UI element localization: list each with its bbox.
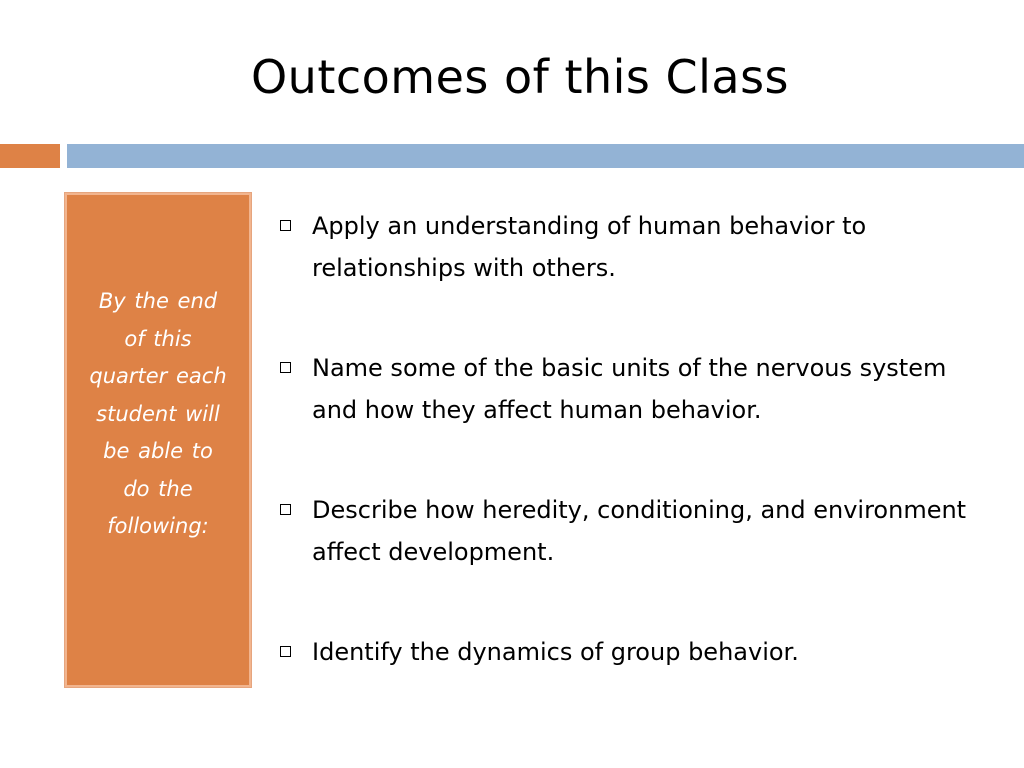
outcome-item — [280, 631, 980, 673]
outcome-item — [280, 489, 980, 573]
hollow-square-bullet-icon — [280, 646, 291, 657]
title-rule-accent — [0, 144, 60, 168]
outcome-text: Apply an understanding of human behavior to relationships with others. — [312, 212, 867, 282]
outcome-text: Identify the dynamics of group behavior. — [312, 638, 799, 666]
hollow-square-bullet-icon — [280, 220, 291, 231]
sidebar-callout-text: By the end of this quarter each student will be able to do the following: — [89, 289, 227, 538]
outcome-text: Name some of the basic units of the nervous system and how they affect human behavior. — [312, 354, 947, 424]
title-rule — [67, 144, 1024, 168]
outcomes-list — [280, 205, 980, 731]
hollow-square-bullet-icon — [280, 504, 291, 515]
outcome-item — [280, 347, 980, 431]
sidebar-callout — [65, 193, 251, 687]
slide-title: Outcomes of this Class — [250, 50, 790, 104]
outcome-item — [280, 205, 980, 289]
outcome-text: Describe how heredity, conditioning, and environment affect development. — [312, 496, 967, 566]
hollow-square-bullet-icon — [280, 362, 291, 373]
